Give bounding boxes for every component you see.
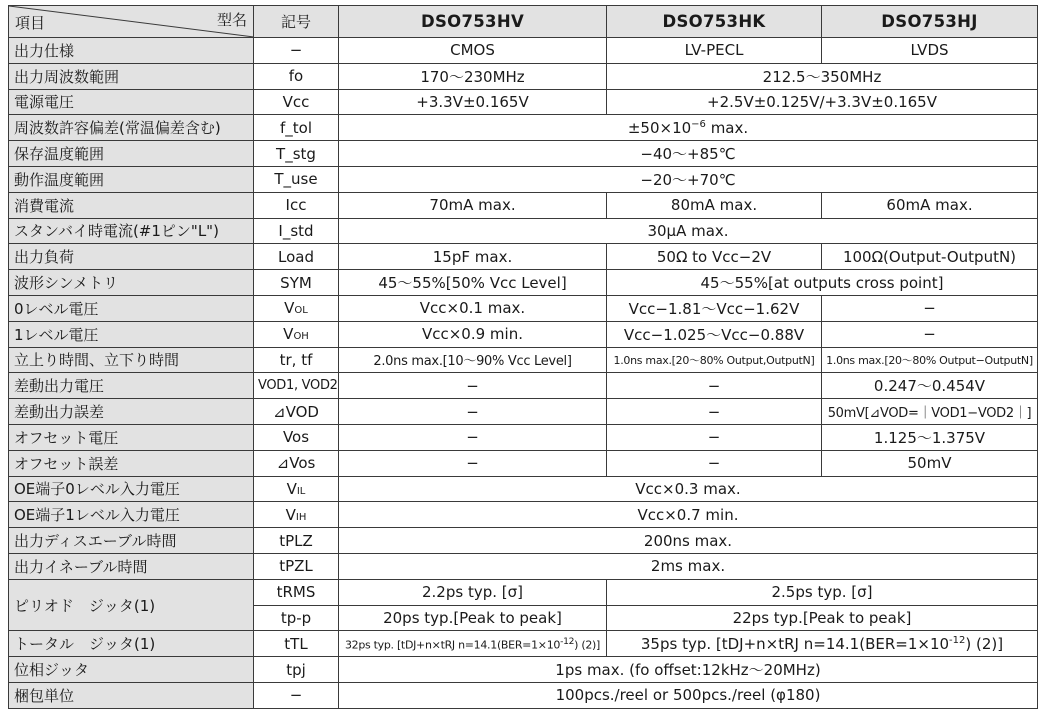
cell-hk: LV-PECL [607,38,822,64]
row-symbol: tPLZ [254,528,339,554]
row-oe-vil [9,476,1038,502]
row-symbol: tTL [254,631,339,657]
row-label: トータル ジッタ(1) [9,631,254,657]
row-operating-temp [9,166,1038,192]
row-symbol [254,321,339,347]
row-label: 保存温度範囲 [9,141,254,167]
header-row [9,6,1038,38]
row-symbol: T_use [254,166,339,192]
cell-hv: Vcc×0.9 min. [339,321,607,347]
cell-hv: 170〜230MHz [339,63,607,89]
cell-hk: 1.0ns max.[20〜80% Output,OutputN] [607,347,822,373]
row-label: 動作温度範囲 [9,166,254,192]
row-label: 差動出力電圧 [9,373,254,399]
row-output-spec [9,38,1038,64]
symbol-main: V [284,299,295,318]
item-header-label: 項目 [15,14,46,32]
cell-hj: 60mA max. [822,192,1038,218]
row-oe-vih [9,502,1038,528]
value-tail: ) (2)] [965,634,1004,653]
row-label: 0レベル電圧 [9,295,254,321]
cell-hj: 1.125〜1.375V [822,424,1038,450]
row-label: 出力負荷 [9,244,254,270]
row-label: 電源電圧 [9,89,254,115]
exponent: −6 [691,118,706,130]
row-label: 立上り時間、立下り時間 [9,347,254,373]
row-symbol: Vos [254,424,339,450]
row-symbol [254,476,339,502]
symbol-main: V [285,505,296,524]
cell-hv: 2.2ps typ. [σ] [339,579,607,605]
symbol-sub: IL [296,485,306,497]
row-symbol [254,295,339,321]
row-dvos [9,450,1038,476]
row-vos [9,424,1038,450]
unit-text: max. [705,118,749,137]
cell-all: Vcc×0.7 min. [339,502,1038,528]
cell-hv: 15pF max. [339,244,607,270]
exponent: -12 [560,635,575,647]
cell-hk-hj [607,631,1038,657]
row-load [9,244,1038,270]
row-symbol: tr, tf [254,347,339,373]
cell-hv: 45〜55%[50% Vcc Level] [339,270,607,296]
symbol-sub: IH [295,511,307,523]
row-label: 出力イネーブル時間 [9,553,254,579]
cell-hk: Vcc−1.025〜Vcc−0.88V [607,321,822,347]
row-symbol: − [254,682,339,708]
row-symmetry [9,270,1038,296]
cell-hj: 50mV[⊿VOD=｜VOD1−VOD2｜] [822,399,1038,425]
row-phase-jitter [9,657,1038,683]
row-freq-tolerance [9,115,1038,141]
cell-hj: 100Ω(Output-OutputN) [822,244,1038,270]
value-text: 32ps typ. [tDJ+n×tRJ n=14.1(BER=1×10 [344,638,561,652]
row-symbol: Icc [254,192,339,218]
row-label: ピリオド ジッタ(1) [9,579,254,631]
row-enable-time [9,553,1038,579]
row-symbol: VOD1, VOD2 [254,373,339,399]
row-symbol: SYM [254,270,339,296]
cell-hj: − [822,321,1038,347]
cell-hv: Vcc×0.1 max. [339,295,607,321]
corner-header-cell [9,6,254,38]
cell-hv: − [339,373,607,399]
cell-hk-hj: 22ps typ.[Peak to peak] [607,605,1038,631]
model-header-hk: DSO753HK [607,6,822,38]
row-label: 位相ジッタ [9,657,254,683]
row-rise-fall [9,347,1038,373]
row-label: オフセット電圧 [9,424,254,450]
cell-all: −20〜+70℃ [339,166,1038,192]
cell-hv: 20ps typ.[Peak to peak] [339,605,607,631]
row-label: 消費電流 [9,192,254,218]
row-label: OE端子1レベル入力電圧 [9,502,254,528]
row-label: 出力仕様 [9,38,254,64]
row-symbol [254,502,339,528]
cell-hk: 50Ω to Vcc−2V [607,244,822,270]
cell-all: 1ps max. (fo offset:12kHz〜20MHz) [339,657,1038,683]
symbol-header: 記号 [254,6,339,38]
cell-all: 100pcs./reel or 500pcs./reel (φ180) [339,682,1038,708]
row-label: 波形シンメトリ [9,270,254,296]
cell-all: 30μA max. [339,218,1038,244]
cell-hk: − [607,424,822,450]
cell-all [339,115,1038,141]
cell-hk: Vcc−1.81〜Vcc−1.62V [607,295,822,321]
cell-hk-hj: +2.5V±0.125V/+3.3V±0.165V [607,89,1038,115]
cell-hv: +3.3V±0.165V [339,89,607,115]
cell-hk-hj: 2.5ps typ. [σ] [607,579,1038,605]
symbol-sub: OL [294,305,308,317]
row-current [9,192,1038,218]
cell-hv: − [339,450,607,476]
model-header-hj: DSO753HJ [822,6,1038,38]
value-tail: ) (2)] [574,638,601,652]
cell-hv [339,631,607,657]
cell-all: 200ns max. [339,528,1038,554]
spec-table [8,5,1038,709]
row-label: スタンバイ時電流(#1ピン"L") [9,218,254,244]
row-symbol: ⊿Vos [254,450,339,476]
model-header-label: 型名 [216,11,247,29]
row-dvod [9,399,1038,425]
row-symbol: f_tol [254,115,339,141]
symbol-main: V [286,479,297,498]
row-symbol: − [254,38,339,64]
row-supply-voltage [9,89,1038,115]
cell-hk: 80mA max. [607,192,822,218]
row-label: 差動出力誤差 [9,399,254,425]
exponent: -12 [949,634,966,646]
row-label: 出力周波数範囲 [9,63,254,89]
row-symbol: Vcc [254,89,339,115]
row-storage-temp [9,141,1038,167]
cell-hj: LVDS [822,38,1038,64]
row-symbol: Load [254,244,339,270]
row-packing [9,682,1038,708]
cell-hj: 1.0ns max.[20〜80% Output−OutputN] [822,347,1038,373]
cell-all: 2ms max. [339,553,1038,579]
row-symbol: tpj [254,657,339,683]
cell-hv: 70mA max. [339,192,607,218]
row-symbol: tp-p [254,605,339,631]
row-symbol: T_stg [254,141,339,167]
row-label: オフセット誤差 [9,450,254,476]
row-symbol: tRMS [254,579,339,605]
row-label: 周波数許容偏差(常温偏差含む) [9,115,254,141]
row-symbol: tPZL [254,553,339,579]
row-label: 1レベル電圧 [9,321,254,347]
cell-all: Vcc×0.3 max. [339,476,1038,502]
row-standby-current [9,218,1038,244]
row-vol [9,295,1038,321]
symbol-main: V [283,325,294,344]
row-label: 梱包単位 [9,682,254,708]
value-text: 35ps typ. [tDJ+n×tRJ n=14.1(BER=1×10 [640,634,950,653]
cell-hk-hj: 212.5〜350MHz [607,63,1038,89]
row-total-jitter [9,631,1038,657]
row-symbol: ⊿VOD [254,399,339,425]
row-label: OE端子0レベル入力電圧 [9,476,254,502]
row-voh [9,321,1038,347]
cell-hk-hj: 45〜55%[at outputs cross point] [607,270,1038,296]
cell-hv: 2.0ns max.[10〜90% Vcc Level] [339,347,607,373]
cell-hv: − [339,399,607,425]
cell-all: −40〜+85℃ [339,141,1038,167]
row-symbol: fo [254,63,339,89]
cell-hk: − [607,373,822,399]
row-period-jitter-rms [9,579,1038,605]
cell-hj: − [822,295,1038,321]
symbol-sub: OH [293,331,309,343]
cell-hk: − [607,399,822,425]
cell-hk: − [607,450,822,476]
cell-hv: CMOS [339,38,607,64]
model-header-hv: DSO753HV [339,6,607,38]
cell-hj: 0.247〜0.454V [822,373,1038,399]
row-vod [9,373,1038,399]
cell-hv: − [339,424,607,450]
value-text: ±50×10 [627,118,692,137]
row-disable-time [9,528,1038,554]
spec-table-container [8,5,1048,709]
row-freq-range [9,63,1038,89]
row-symbol: I_std [254,218,339,244]
row-label: 出力ディスエーブル時間 [9,528,254,554]
cell-hj: 50mV [822,450,1038,476]
